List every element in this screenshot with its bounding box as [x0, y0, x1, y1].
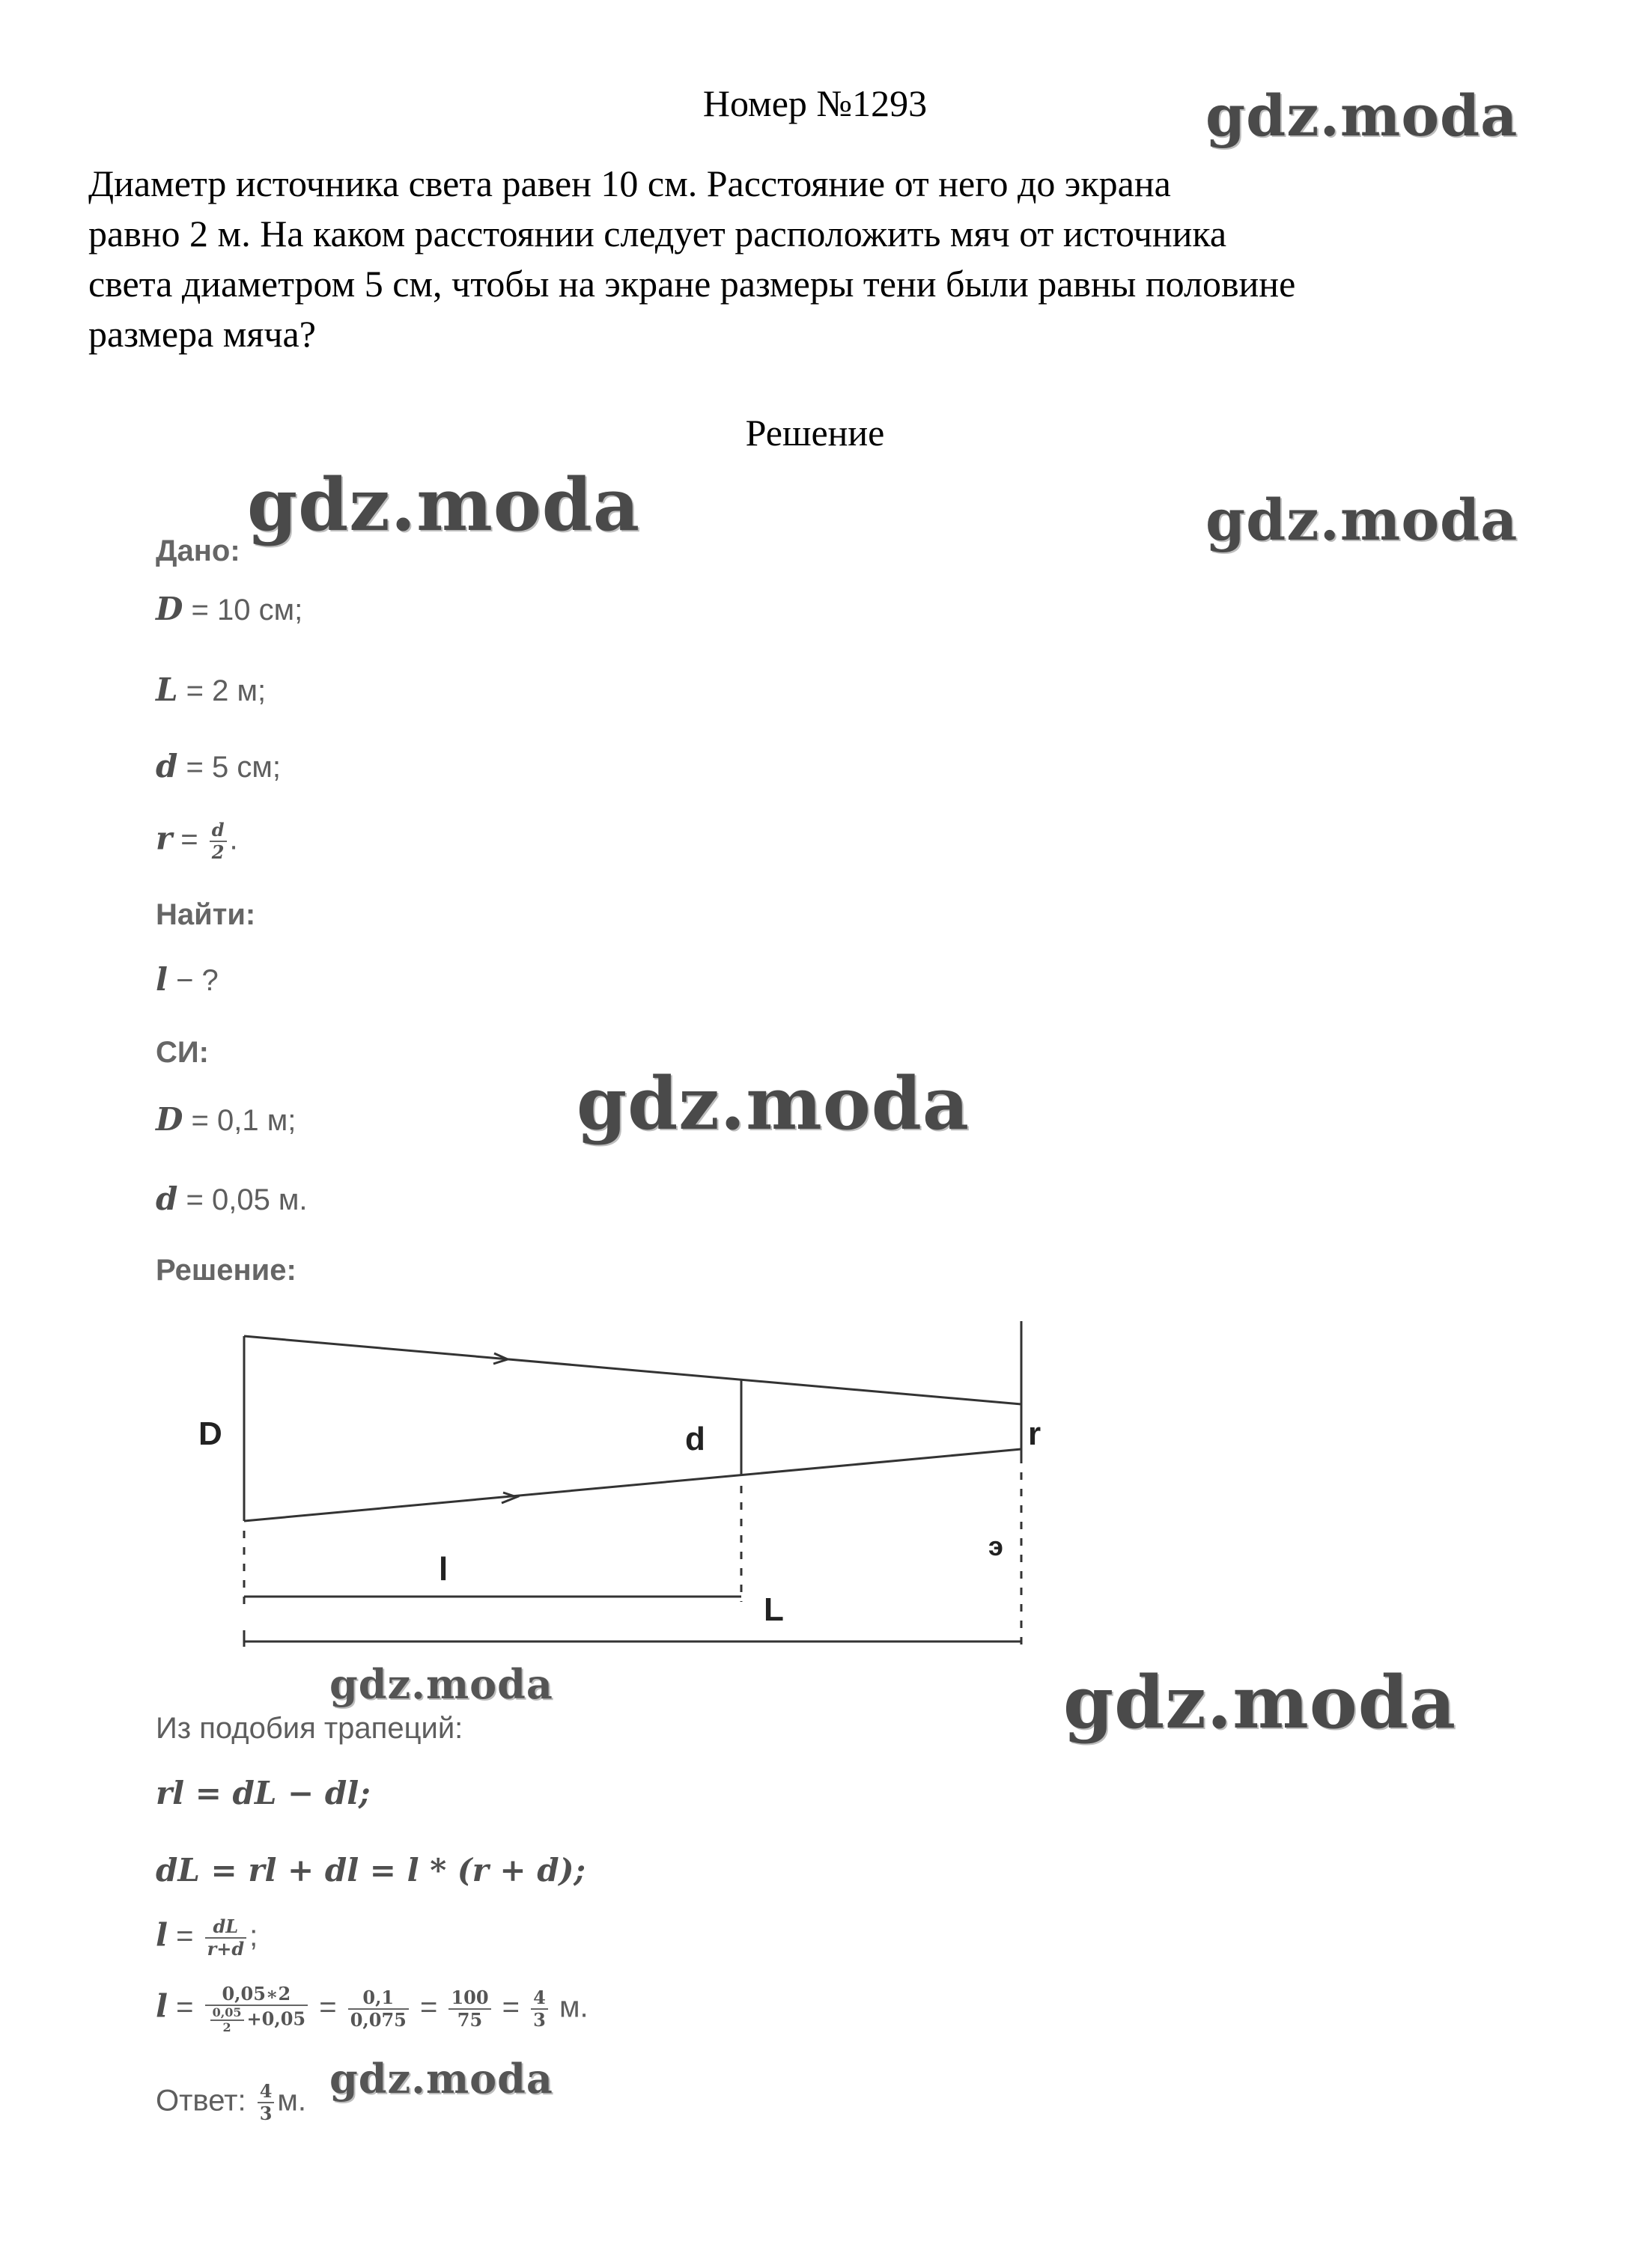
denominator: 75: [457, 2009, 483, 2031]
value: = 0,05 м.: [177, 1183, 308, 1216]
problem-line: света диаметром 5 см, чтобы на экране размеры тени были равны половине: [88, 263, 1296, 305]
value: = 5 см;: [177, 751, 281, 784]
period: .: [229, 823, 238, 856]
given-L: [156, 672, 266, 709]
denominator: [205, 2006, 308, 2034]
answer-label: Ответ:: [156, 2084, 246, 2118]
given-label: Дано:: [156, 534, 240, 567]
numerator: d: [210, 820, 227, 842]
denominator: 3: [259, 2103, 273, 2124]
equation-3: [156, 1916, 258, 1960]
denominator: 2: [211, 841, 225, 863]
var-D: D: [156, 1101, 183, 1138]
value: = 0,1 м;: [183, 1104, 296, 1137]
denominator: 2: [222, 2020, 231, 2034]
fraction: [258, 2081, 275, 2124]
equation-text: rl = dL − dl;: [156, 1775, 371, 1811]
watermark: gdz.moda: [1205, 82, 1518, 149]
var-l: l: [156, 961, 168, 998]
var-L: L: [156, 671, 178, 708]
unit: м.: [277, 2084, 307, 2118]
unit: м.: [559, 1990, 589, 2024]
denominator: 3: [533, 2009, 546, 2031]
label-L: L: [764, 1591, 784, 1628]
value: = 2 м;: [177, 674, 267, 707]
fraction: [205, 1984, 308, 2034]
var-d: d: [156, 748, 178, 784]
var-d: d: [156, 1180, 178, 1217]
watermark: gdz.moda: [1063, 1660, 1457, 1745]
value: − ?: [167, 964, 219, 997]
label-D: D: [198, 1415, 222, 1452]
problem-line: размера мяча?: [88, 313, 316, 355]
inner-fraction: [210, 2006, 244, 2034]
fraction: [531, 1987, 548, 2031]
trapezoid-diagram: [198, 1317, 1048, 1662]
watermark: gdz.moda: [1205, 487, 1518, 553]
denominator: 0,075: [350, 2009, 407, 2031]
watermark: gdz.moda: [329, 1660, 553, 1708]
find-label: Найти:: [156, 898, 256, 931]
denominator: r+d: [207, 1938, 245, 1960]
value: = 10 см;: [183, 594, 303, 627]
find-l: [156, 962, 219, 999]
var-l: l: [156, 1916, 168, 1954]
si-label: СИ:: [156, 1036, 209, 1069]
lower-ray: [244, 1449, 1021, 1521]
problem-line: Диаметр источника света равен 10 см. Расстояние от него до экрана: [88, 162, 1171, 204]
label-screen: э: [988, 1531, 1003, 1561]
numerator: dL: [205, 1916, 247, 1939]
var-l: l: [156, 1987, 168, 2025]
upper-ray: [244, 1336, 1021, 1404]
watermark: gdz.moda: [577, 1061, 970, 1146]
given-D: [156, 591, 302, 628]
answer: [156, 2081, 306, 2124]
numerator: 4: [531, 1987, 548, 2010]
fraction: [210, 820, 227, 863]
denominator-rest: +0,05: [246, 2008, 306, 2030]
problem-line: равно 2 м. На каком расстоянии следует расположить мяч от источника: [88, 213, 1227, 254]
equals: =: [172, 823, 207, 856]
fraction: [448, 1987, 490, 2031]
watermark: gdz.moda: [329, 2055, 553, 2103]
equation-4: l = 0,05∗2 $\frac{0,05}{2}$ +0,05 = $\frac{0,1}{0,075}$ = $\frac{100}{75}$ = $\frac{4}{3}$ м.: [156, 1983, 589, 2034]
equation-text: dL = rl + dl = l * (r + d);: [156, 1852, 586, 1889]
equation-2: [156, 1853, 586, 1889]
fraction: [348, 1987, 409, 2031]
given-r: [156, 820, 238, 863]
given-d: [156, 749, 281, 785]
var-D: D: [156, 591, 183, 627]
si-D: [156, 1102, 296, 1138]
equals: =: [167, 1919, 202, 1953]
problem-statement: [88, 159, 1556, 359]
label-l: l: [439, 1551, 448, 1588]
label-d: d: [685, 1421, 705, 1457]
semicolon: ;: [249, 1919, 258, 1953]
similarity-label: Из подобия трапеций:: [156, 1712, 463, 1745]
numerator: 4: [258, 2081, 275, 2103]
fraction: [205, 1916, 247, 1960]
numerator: 0,05∗2: [205, 1984, 308, 2006]
watermark: gdz.moda: [247, 463, 641, 547]
solution-heading: Решение: [745, 412, 885, 454]
page-title: Номер №1293: [702, 82, 928, 124]
equation-1: [156, 1775, 371, 1812]
label-r: r: [1028, 1415, 1041, 1452]
si-d: [156, 1181, 308, 1218]
numerator: 0,1: [348, 1987, 409, 2010]
solution-label: Решение:: [156, 1254, 296, 1287]
numerator: 100: [448, 1987, 490, 2010]
numerator: 0,05: [210, 2006, 244, 2021]
var-r: r: [156, 820, 173, 857]
